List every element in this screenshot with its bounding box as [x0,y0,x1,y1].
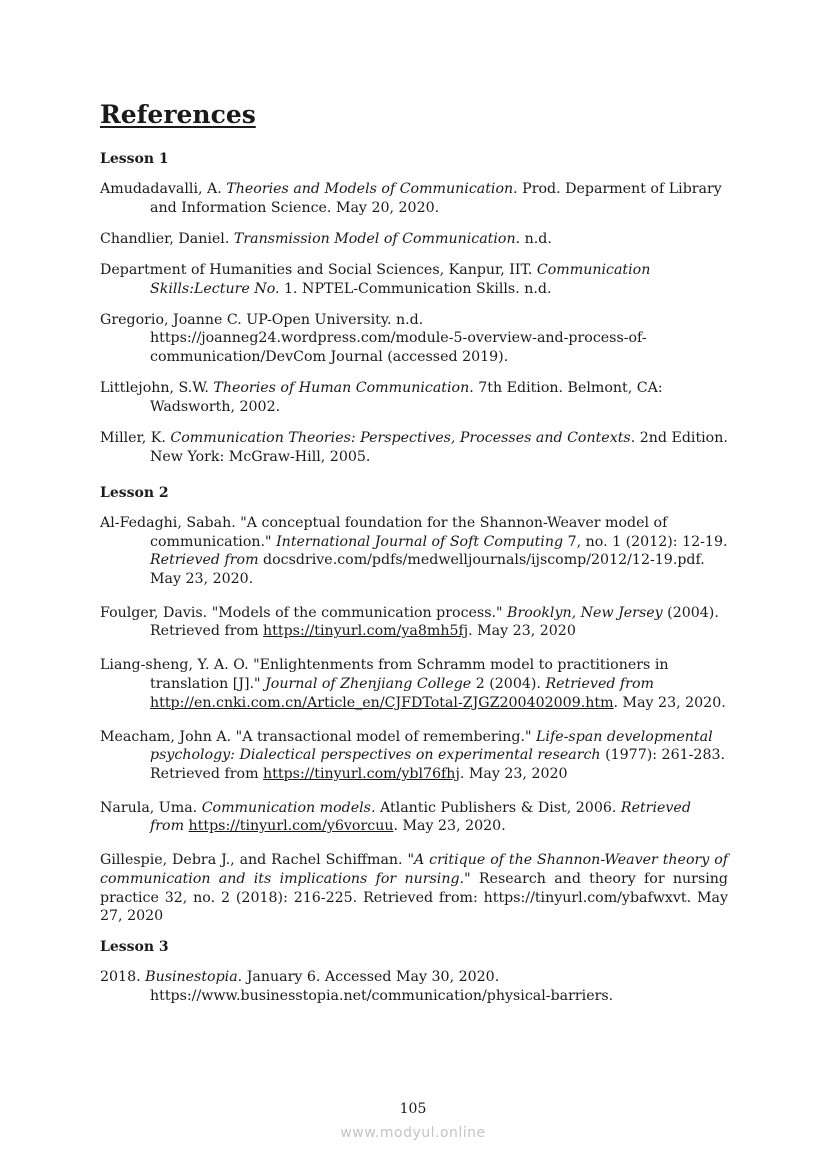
italic-text: Transmission Model of Communication. [233,230,521,247]
reference-link[interactable]: https://tinyurl.com/ybl76fhj [263,765,460,782]
reference-entry: Department of Humanities and Social Sciences, Kanpur, IIT. Communication Skills:Lecture No. 1. NPTEL-Communication Skills. n.d. [100,261,651,297]
reference-link[interactable]: https://tinyurl.com/y6vorcuu [188,818,394,835]
italic-text: Retrieved from [150,799,691,835]
italic-text: Retrieved from [545,676,654,693]
lesson-1-section [100,150,728,466]
reference-entry: Liang-sheng, Y. A. O. "Enlightenments from Schramm model to practitioners in translation [J]." Journal of Zhenjiang College 2 (2004). Retrieved from http://en.cnki.com.cn/Article_en/CJFDTotal-ZJGZ200402009.htm. May 23, 2020. [100,657,726,711]
italic-text: Retrieved from [150,552,259,569]
italic-text: Brooklyn, New Jersey [507,604,663,621]
reference-entry: 2018. Businestopia. January 6. Accessed May 30, 2020. https://www.businesstopia.net/communication/physical-barriers. [100,969,614,1004]
reference-entry: Foulger, Davis. "Models of the communication process." Brooklyn, New Jersey (2004). Retrieved from https://tinyurl.com/ya8mh5fj. May 23, 2020 [100,604,719,640]
reference-entry: Miller, K. Communication Theories: Perspectives, Processes and Contexts. 2nd Edition. New York: McGraw-Hill, 2005. [100,429,728,465]
lesson-heading: Lesson 2 [100,485,169,502]
italic-text: International Journal of Soft Computing [276,533,564,550]
italic-text: Journal of Zhenjiang College [265,676,472,693]
italic-text: Communication Theories: Perspectives, Processes and Contexts [170,429,631,446]
reference-entry: Narula, Uma. Communication models. Atlantic Publishers & Dist, 2006. Retrieved from https://tinyurl.com/y6vorcuu. May 23, 2020. [100,799,691,835]
reference-link[interactable]: http://en.cnki.com.cn/Article_en/CJFDTotal-ZJGZ200402009.htm [150,694,614,711]
reference-link[interactable]: https://tinyurl.com/ya8mh5fj [263,623,469,640]
page-number: 105 [399,1101,427,1117]
italic-text: Communication models. [201,799,376,816]
italic-text: Communication Skills:Lecture No. [150,261,651,297]
reference-entry: Al-Fedaghi, Sabah. "A conceptual foundation for the Shannon-Weaver model of communication." International Journal of Soft Computing 7, no. 1 (2012): 12-19. Retrieved from docsdrive.com/pdfs/medwelljournals/ijscomp/2012/12-19.pdf. May 23, 2020. [100,515,728,587]
reference-entry: Chandlier, Daniel. Transmission Model of Communication. n.d. [100,230,552,247]
italic-text: A critique of the Shannon-Weaver theory of communication and its implications for nursing. [100,852,728,887]
italic-text: Theories and Models of Communication. [226,181,518,197]
reference-entry: Gillespie, Debra J., and Rachel Schiffman. "A critique of the Shannon-Weaver theory of communication and its implications for nursing." Research and theory for nursing practice 32, no. 2 (2018): 216-225. Retrieved from: https://tinyurl.com/ybafwxvt. May 27, 2020 [100,852,728,925]
italic-text: Life-span developmental psychology: Dialectical perspectives on experimental research [150,728,713,764]
reference-entry: Gregorio, Joanne C. UP-Open University. n.d. https://joanneg24.wordpress.com/module-5-overview-and-process-of-communication/DevCom Journal (accessed 2019). [100,311,647,365]
reference-entry: Amudadavalli, A. Theories and Models of Communication. Prod. Deparment of Library and Information Science. May 20, 2020. [100,181,722,216]
italic-text: Theories of Human Communication. [213,380,474,397]
watermark: www.modyul.online [340,1125,486,1141]
lesson-heading: Lesson 1 [100,151,169,167]
references-page [100,98,728,1018]
lesson-2-section [100,484,728,926]
lesson-3-section [100,938,728,1005]
reference-entry: Meacham, John A. "A transactional model of remembering." Life-span developmental psychology: Dialectical perspectives on experimental research (1977): 261-283. Retrieved from https://tinyurl.com/ybl76fhj. May 23, 2020 [100,728,726,782]
lesson-heading: Lesson 3 [100,939,169,956]
reference-entry: Littlejohn, S.W. Theories of Human Communication. 7th Edition. Belmont, CA: Wadsworth, 2002. [100,380,663,415]
italic-text: Businestopia [145,969,238,986]
page-title: References [100,100,256,129]
